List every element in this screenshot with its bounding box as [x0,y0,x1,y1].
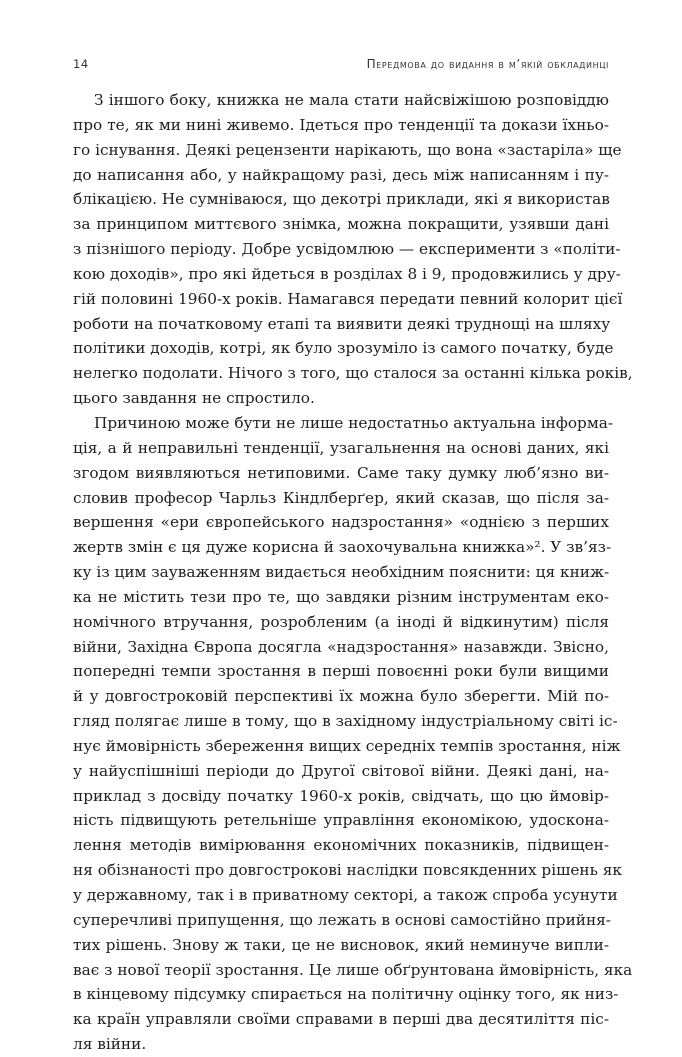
text-line: в кінцевому підсумку спирається на політичну оцінку того, як низ- [73,985,619,1004]
text-line: ка не містить тези про те, що завдяки різним інструментам еко- [73,587,609,606]
text-line: жертв змін є ця дуже корисна й заохочувальна книжка»². У зв’яз- [73,538,612,557]
body-text [73,88,633,1057]
text-line: го існування. Деякі рецензенти нарікають, що вона «застаріла» ще [73,140,622,159]
text-line: до написання або, у найкращому разі, десь між написанням і пу- [73,165,609,184]
text-line: ня обізнаності про довгострокові наслідки повсякденних рішень як [73,861,622,880]
text-line: словив професор Чарльз Кіндлберґер, який сказав, що після за- [73,488,609,507]
text-line: суперечливі припущення, що лежать в основі самостійно прийня- [73,910,611,929]
text-line: ля війни. [73,1035,147,1054]
text-line: приклад з досвіду початку 1960-х років, свідчать, що цю ймовір- [73,786,609,805]
text-line: кою доходів», про які йдеться в розділах 8 і 9, продовжились у дру- [73,264,621,283]
text-line: ка країн управляли своїми справами в перші два десятиліття піс- [73,1010,609,1029]
text-line: ність підвищують ретельніше управління економікою, удоскона- [73,811,609,830]
text-line: й у довгостроковій перспективі їх можна було зберегти. Мій по- [73,687,609,706]
text-line: вершення «ери європейського надзростання» «однією з перших [73,513,609,532]
text-line: роботи на початковому етапі та виявити деякі труднощі на шляху [73,314,611,333]
text-line: Причиною може бути не лише недостатньо актуальна інформа- [94,413,614,432]
text-line: ку із цим зауваженням видається необхідним пояснити: ця книж- [73,563,610,582]
text-line: лення методів вимірювання економічних показників, підвищен- [73,836,609,855]
text-line: у державному, так і в приватному секторі, а також спроба усунути [73,886,618,904]
text-line: ває з нової теорії зростання. Це лише обґрунтована ймовірність, яка [73,960,633,979]
page-header [73,55,609,75]
text-line: про те, як ми нині живемо. Ідеться про тенденції та докази їхньо- [73,115,609,134]
text-line: цього завдання не спростило. [73,389,315,408]
text-line: у найуспішніші періоди до Другої світової війни. Деякі дані, на- [73,761,609,780]
text-line: З іншого боку, книжка не мала стати найсвіжішою розповіддю [94,91,609,109]
paragraph [73,88,633,411]
text-line: політики доходів, котрі, як було зрозуміло із самого початку, буде [73,339,614,358]
text-line: з пізнішого періоду. Добре усвідомлюю — експерименти з «політи- [73,240,621,259]
text-line: гій половині 1960-х років. Намагався передати певний колорит цієї [73,289,623,308]
running-title: Передмова до видання в м’якій обкладинці [366,57,609,71]
text-line: за принципом миттєвого знімка, можна покращити, узявши дані [73,215,609,234]
text-line: тих рішень. Знову ж таки, це не висновок, який неминуче випли- [73,935,609,954]
text-line: нує ймовірність збереження вищих середніх темпів зростання, ніж [73,736,621,755]
text-line: блікацією. Не сумніваюся, що декотрі приклади, які я використав [73,190,610,209]
text-line: ція, а й неправильні тенденції, узагальнення на основі даних, які [73,438,609,457]
text-line: гляд полягає лише в тому, що в західному індустріальному світі іс- [73,712,618,731]
text-line: згодом виявляються нетиповими. Саме таку думку люб’язно ви- [73,463,609,482]
page-number: 14 [73,57,89,71]
text-line: попередні темпи зростання в перші повоєнні роки були вищими [73,662,609,681]
text-line: нелегко подолати. Нічого з того, що сталося за останні кілька років, [73,364,633,383]
paragraph [73,411,633,1057]
text-line: війни, Західна Європа досягла «надзростання» назавжди. Звісно, [73,637,609,656]
text-line: номічного втручання, розробленим (а іноді й відкинутим) після [73,612,609,631]
